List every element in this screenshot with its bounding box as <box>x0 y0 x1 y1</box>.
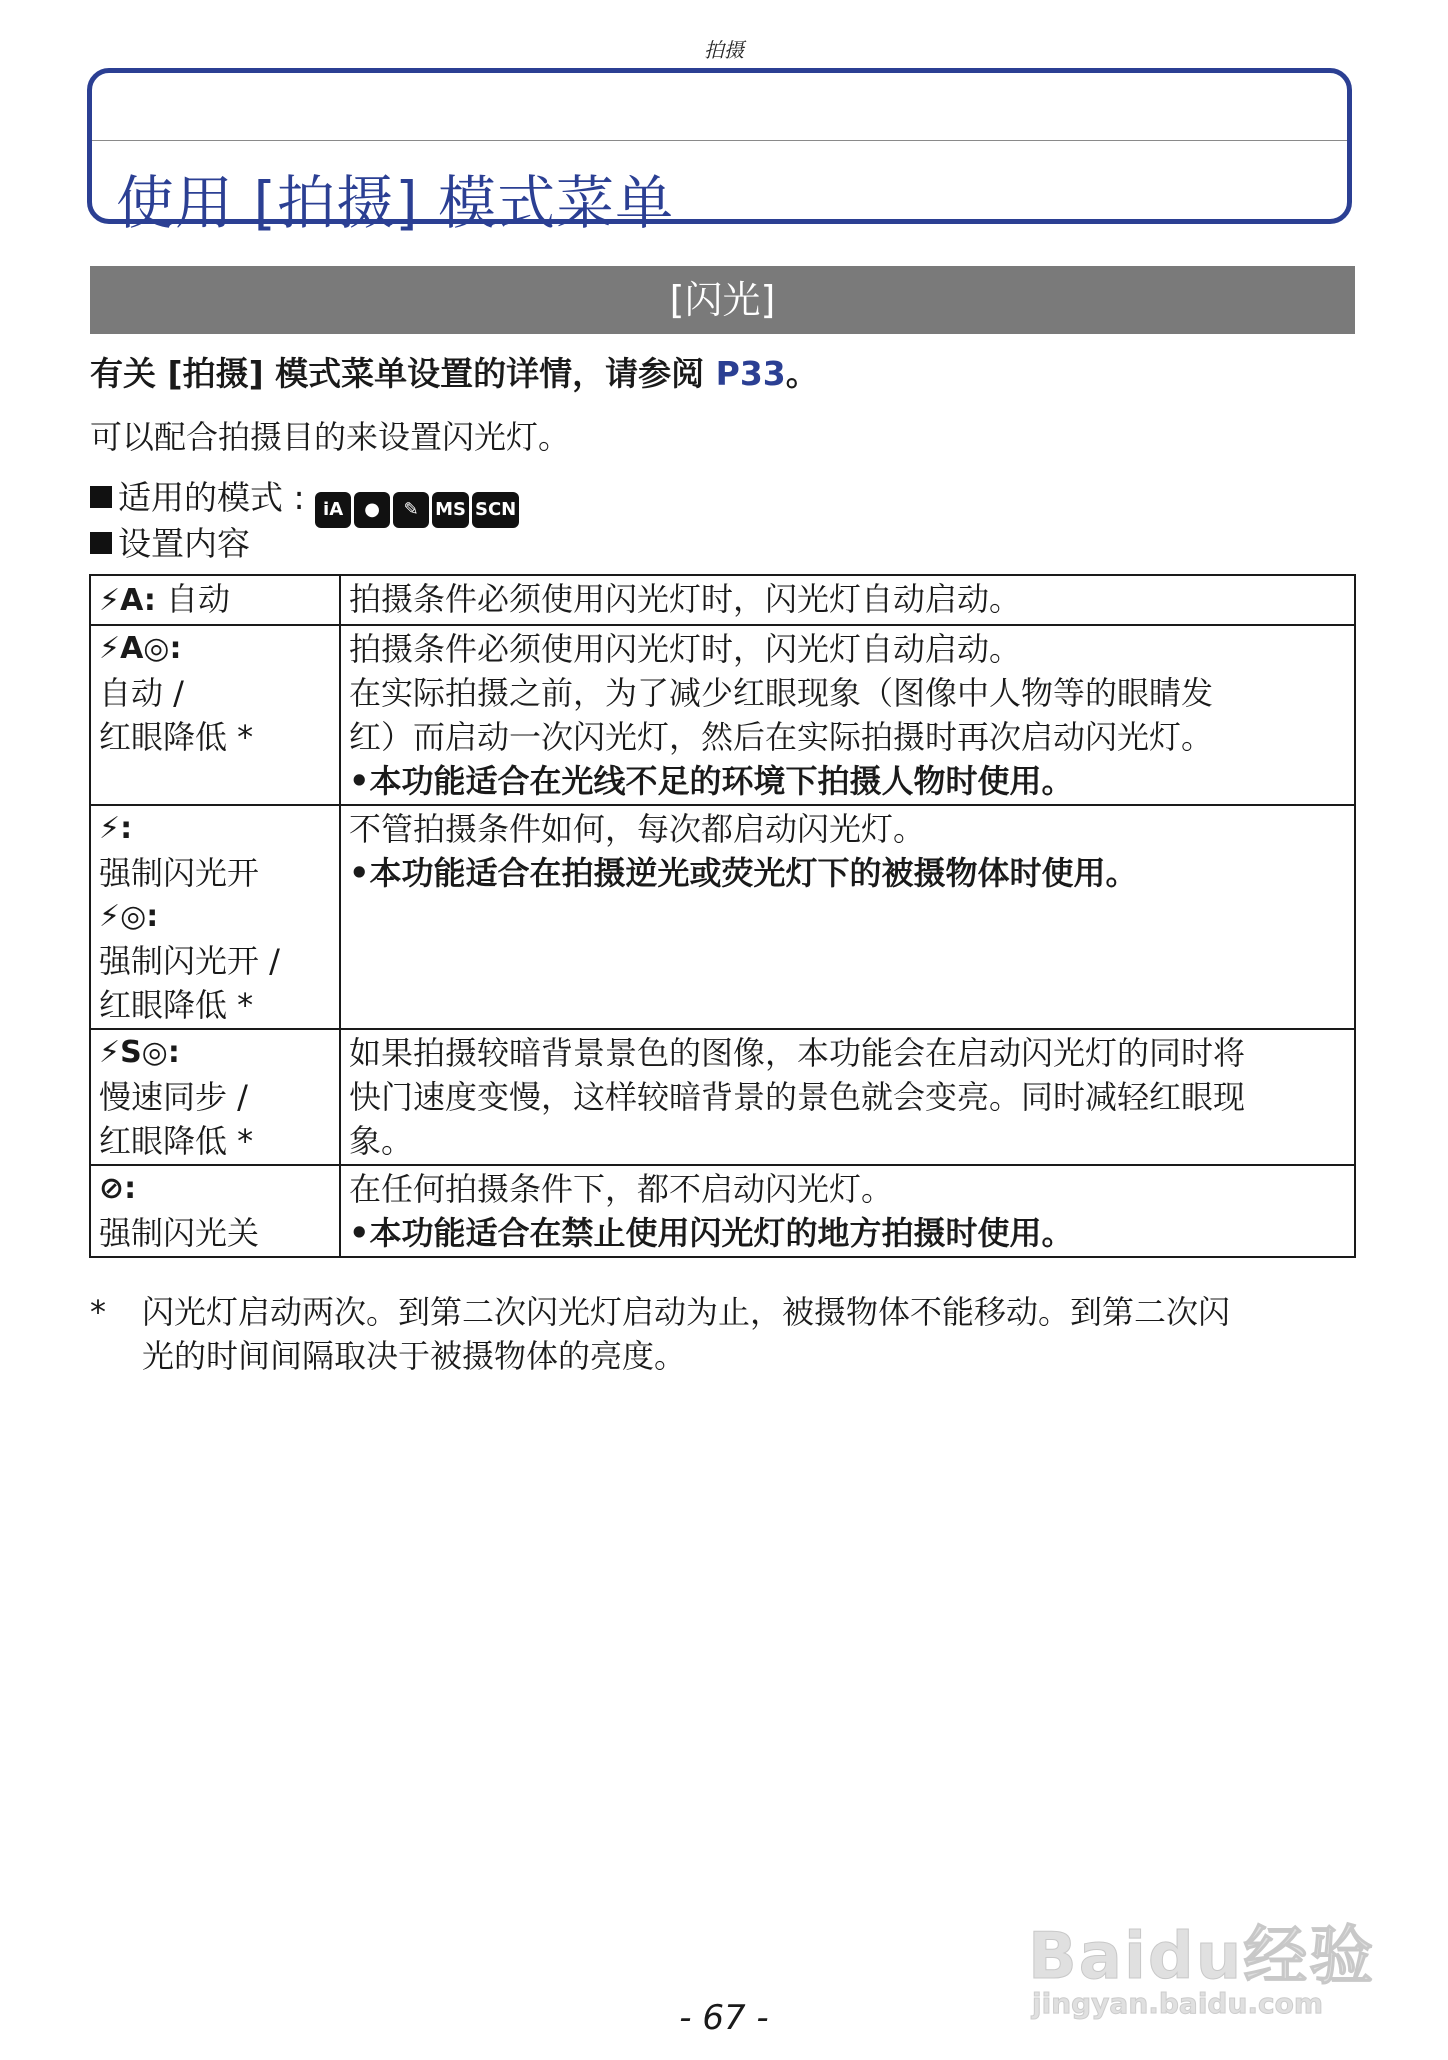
scene-mode-icon: SCN <box>472 492 519 528</box>
usage-note: •本功能适合在禁止使用闪光灯的地方拍摄时使用。 <box>349 1214 1074 1252</box>
my-color-mode-icon: ✎ <box>393 492 429 528</box>
details-reference <box>90 348 819 395</box>
page-title: 使用 [拍摄] 模式菜单 <box>116 169 675 237</box>
mode-icons <box>315 492 519 528</box>
footnote-mark: * <box>90 1293 106 1331</box>
description-line: 拍摄条件必须使用闪光灯时，闪光灯自动启动。 <box>349 630 1022 668</box>
watermark-site: jingyan.baidu.com <box>1032 1987 1324 2020</box>
details-suffix: 。 <box>785 354 819 393</box>
setting-description-cell <box>340 625 1355 805</box>
flash-forced-on-red-eye-icon: ⚡◎: <box>99 899 159 934</box>
flash-slow-sync-red-eye-icon: ⚡S◎: <box>99 1035 180 1070</box>
page-number: - 67 - <box>679 1998 769 2038</box>
title-divider <box>92 140 1347 141</box>
description-line: 拍摄条件必须使用闪光灯时，闪光灯自动启动。 <box>349 580 1022 618</box>
setting-description-cell <box>340 1165 1355 1257</box>
table-row <box>90 805 1355 1029</box>
setting-name: 红眼降低 * <box>99 1122 254 1160</box>
setting-description-cell <box>340 1029 1355 1165</box>
settings-label: 设置内容 <box>118 524 250 563</box>
my-scene-mode-icon: MS <box>432 492 469 528</box>
description-line: 在任何拍摄条件下，都不启动闪光灯。 <box>349 1170 894 1208</box>
intelligent-auto-mode-icon: iA <box>315 492 351 528</box>
flash-auto-red-eye-icon: ⚡A◎: <box>99 631 182 666</box>
setting-name-cell <box>90 1029 340 1165</box>
footnote-line: 闪光灯启动两次。到第二次闪光灯启动为止，被摄物体不能移动。到第二次闪 <box>142 1293 1231 1331</box>
setting-name-cell <box>90 805 340 1029</box>
setting-name-cell <box>90 575 340 625</box>
footnote-line: 光的时间间隔取决于被摄物体的亮度。 <box>142 1337 687 1375</box>
setting-name: 红眼降低 * <box>99 986 254 1024</box>
section-heading: [闪光] <box>90 266 1355 334</box>
setting-description-cell <box>340 805 1355 1029</box>
setting-name: 强制闪光开 <box>99 854 260 892</box>
description-line: 如果拍摄较暗背景景色的图像，本功能会在启动闪光灯的同时将 <box>349 1034 1246 1072</box>
description-line: 在实际拍摄之前，为了减少红眼现象（图像中人物等的眼睛发 <box>349 674 1214 712</box>
settings-heading <box>90 518 250 565</box>
description-line: 象。 <box>349 1122 414 1160</box>
running-header: 拍摄 <box>704 38 744 62</box>
setting-name: 自动 <box>155 580 231 618</box>
description-line: 快门速度变慢，这样较暗背景的景色就会变亮。同时减轻红眼现 <box>349 1078 1246 1116</box>
watermark-brand: Baidu经验 <box>1028 1920 1376 1994</box>
flash-description: 可以配合拍摄目的来设置闪光灯。 <box>90 418 571 456</box>
table-row <box>90 1165 1355 1257</box>
footnote <box>90 1290 1360 1378</box>
usage-note: •本功能适合在拍摄逆光或荧光灯下的被摄物体时使用。 <box>349 854 1138 892</box>
table-row <box>90 1029 1355 1165</box>
chapter-title-box <box>87 68 1352 237</box>
setting-name: 红眼降低 * <box>99 718 254 756</box>
setting-name: 强制闪光关 <box>99 1214 260 1252</box>
setting-name: 慢速同步 / <box>99 1078 248 1116</box>
setting-name-cell <box>90 1165 340 1257</box>
table-row <box>90 625 1355 805</box>
flash-auto-icon: ⚡A: <box>99 583 156 618</box>
flash-forced-on-icon: ⚡: <box>99 811 133 846</box>
description-line: 红）而启动一次闪光灯，然后在实际拍摄时再次启动闪光灯。 <box>349 718 1214 756</box>
flash-settings-table <box>89 574 1356 1258</box>
setting-name-cell <box>90 625 340 805</box>
normal-picture-mode-icon: ● <box>354 492 390 528</box>
details-text: 有关 [拍摄] 模式菜单设置的详情，请参阅 <box>90 354 716 393</box>
description-line: 不管拍摄条件如何，每次都启动闪光灯。 <box>349 810 926 848</box>
applicable-modes-label: 适用的模式 : <box>118 478 305 517</box>
square-bullet-icon <box>90 486 112 508</box>
setting-name: 强制闪光开 / <box>99 942 280 980</box>
setting-name: 自动 / <box>99 674 184 712</box>
page-reference-link[interactable]: P33 <box>715 354 786 393</box>
usage-note: •本功能适合在光线不足的环境下拍摄人物时使用。 <box>349 762 1074 800</box>
square-bullet-icon <box>90 532 112 554</box>
flash-off-icon: ⊘: <box>99 1171 137 1206</box>
table-row <box>90 575 1355 625</box>
setting-description-cell <box>340 575 1355 625</box>
